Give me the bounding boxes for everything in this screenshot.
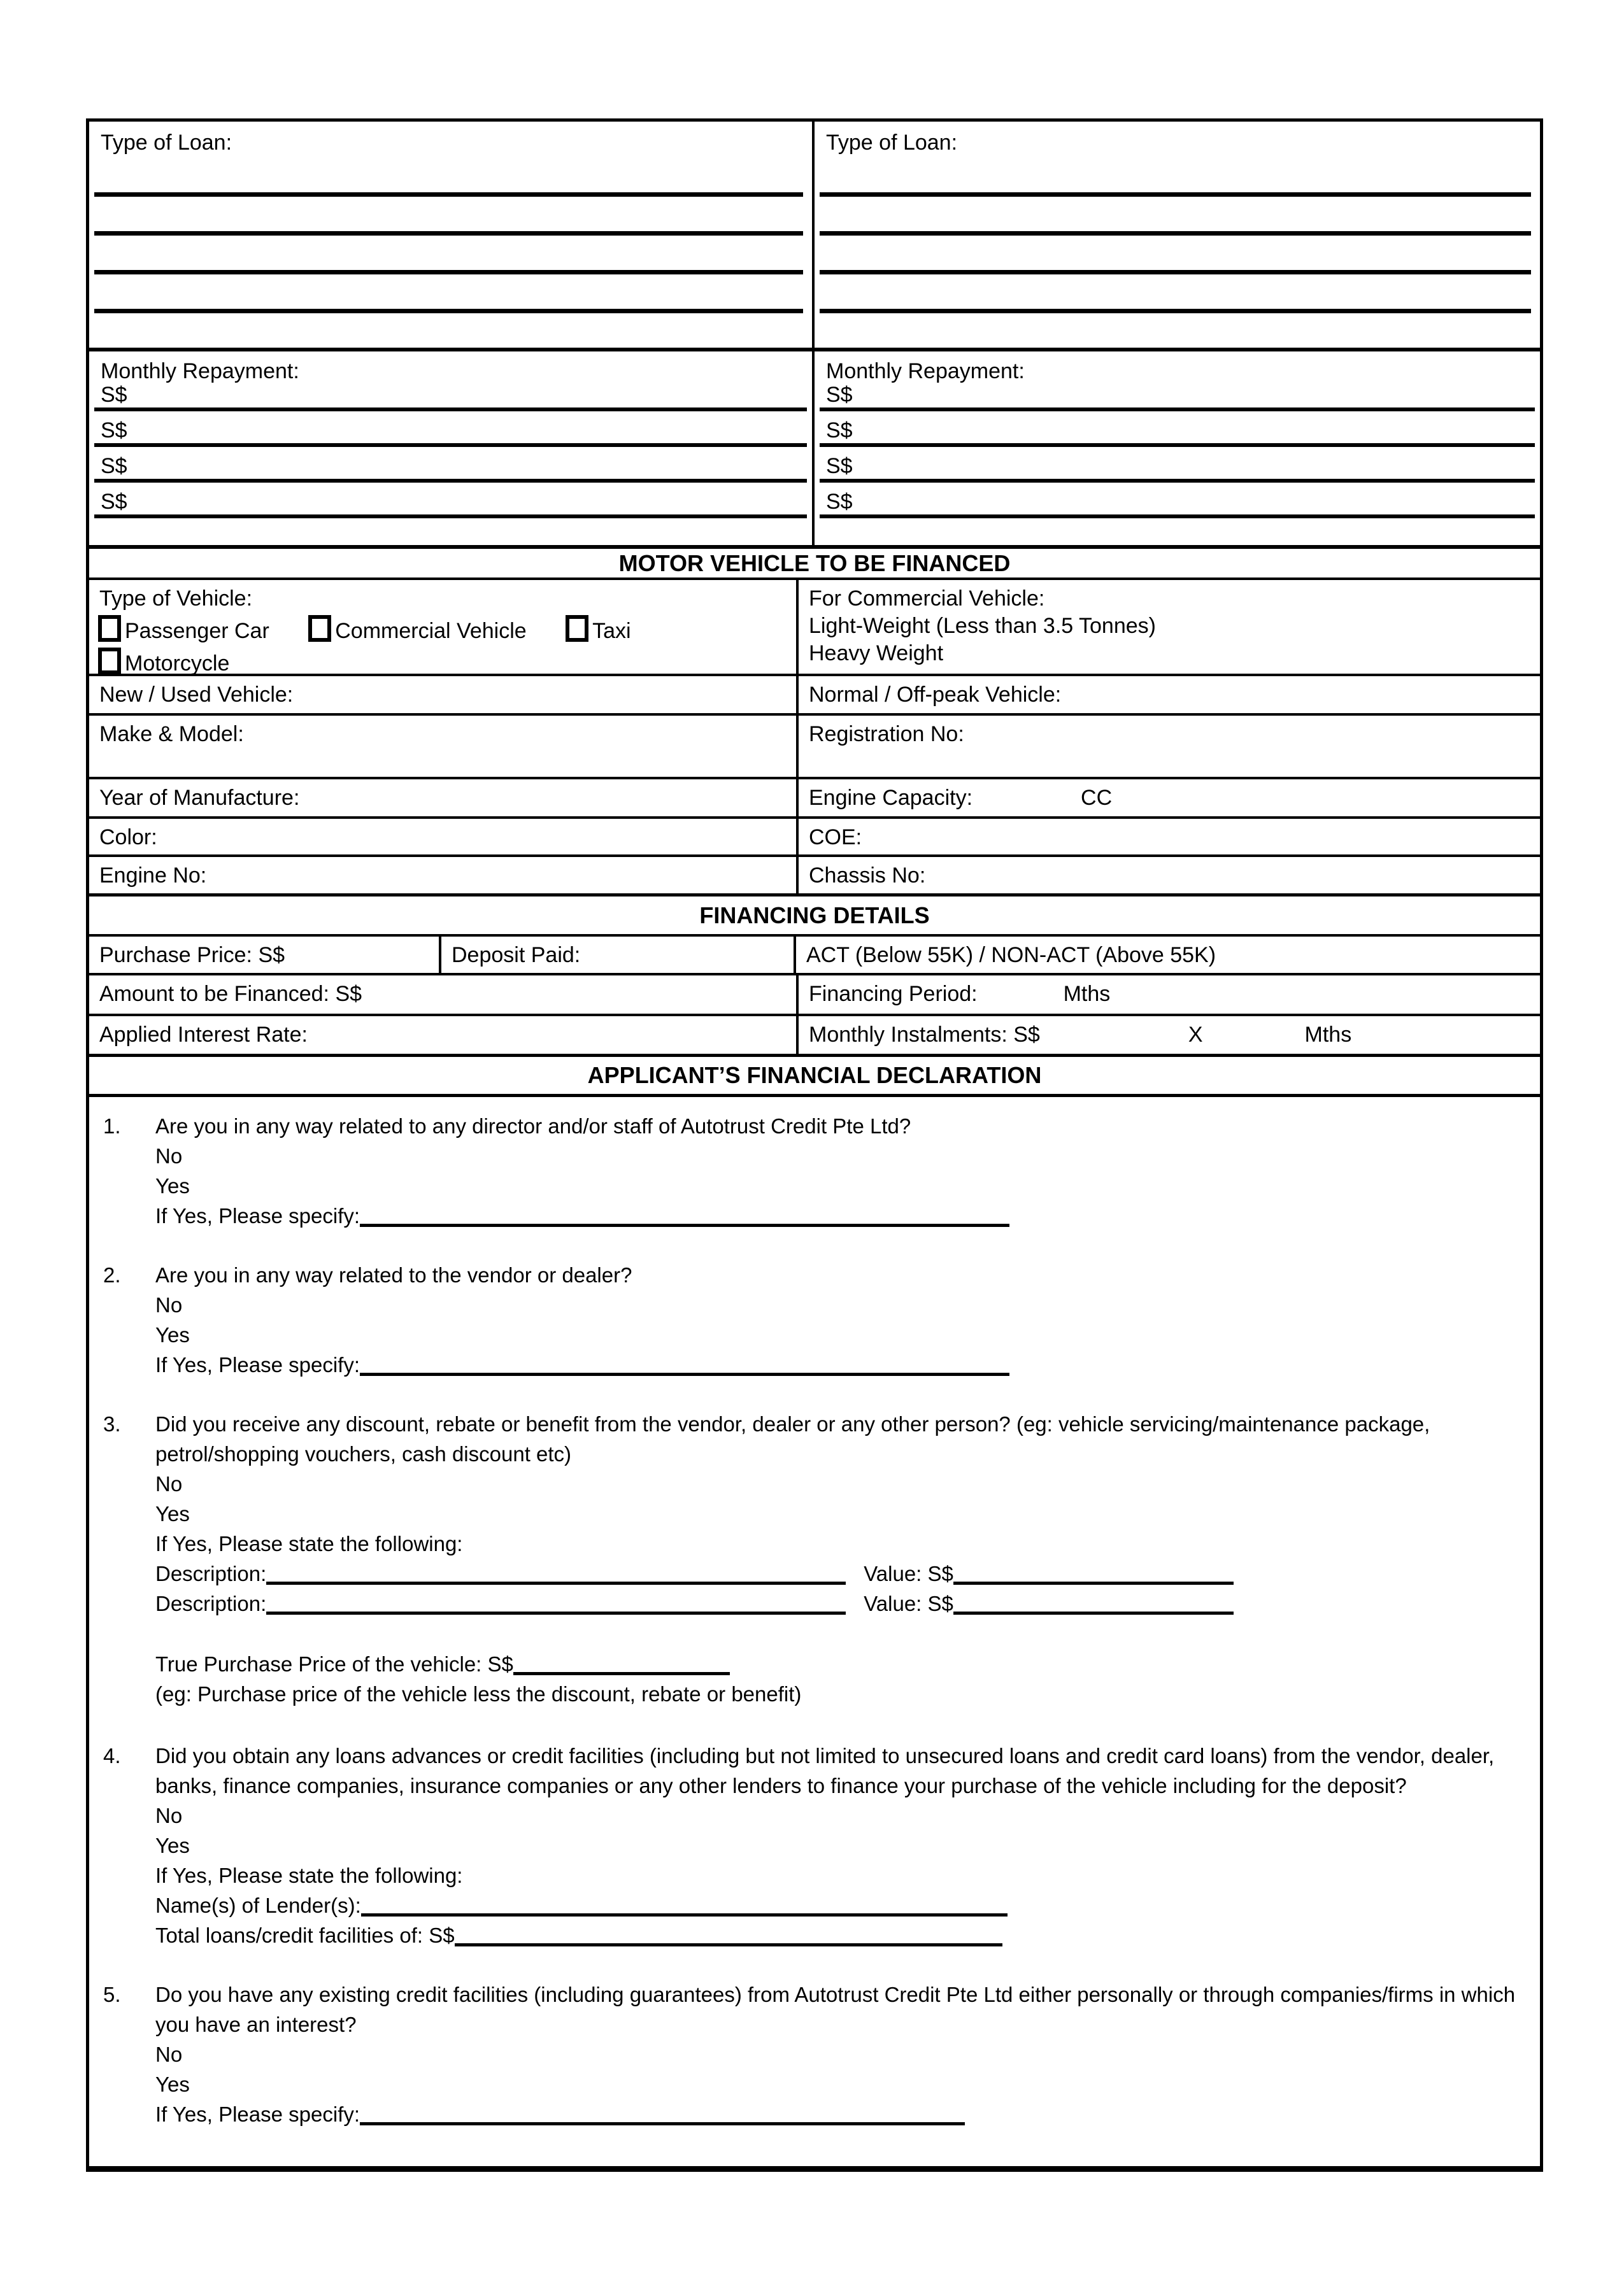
declaration-body bbox=[89, 1094, 1540, 2166]
monthly-repayment-cell-right bbox=[815, 351, 1540, 545]
purchase-price-label: Purchase Price: S$ bbox=[99, 943, 285, 967]
repayment-amount-line[interactable] bbox=[94, 447, 807, 483]
vehicle-checkbox-line-2 bbox=[89, 644, 796, 676]
engine-capacity-label: Engine Capacity: bbox=[809, 786, 973, 810]
total-line[interactable] bbox=[455, 1924, 1002, 1946]
repayment-amount-line[interactable] bbox=[820, 383, 1535, 411]
engine-no-label: Engine No: bbox=[99, 863, 207, 888]
question-3 bbox=[103, 1409, 1540, 1709]
question-number: 5. bbox=[103, 1983, 121, 2006]
checkbox-commercial-vehicle[interactable] bbox=[308, 615, 331, 642]
color-coe-row bbox=[89, 816, 1540, 854]
currency-prefix: S$ bbox=[826, 383, 853, 407]
lenders-row bbox=[155, 1890, 1518, 1920]
specify-row bbox=[155, 1350, 1518, 1380]
type-of-vehicle-label: Type of Vehicle: bbox=[99, 586, 253, 611]
description-line[interactable] bbox=[266, 1592, 846, 1615]
registration-no-label: Registration No: bbox=[809, 722, 964, 746]
description-label: Description: bbox=[155, 1592, 267, 1615]
repayment-amount-line[interactable] bbox=[94, 383, 807, 411]
type-of-loan-cell-left bbox=[89, 122, 815, 348]
specify-label: If Yes, Please specify: bbox=[155, 2102, 360, 2126]
loan-fill-line[interactable] bbox=[94, 231, 803, 236]
vehicle-section-title: MOTOR VEHICLE TO BE FINANCED bbox=[89, 545, 1540, 578]
option-yes[interactable]: Yes bbox=[155, 2073, 190, 2096]
lenders-label: Name(s) of Lender(s): bbox=[155, 1894, 361, 1917]
amount-financed-label: Amount to be Financed: S$ bbox=[99, 982, 362, 1006]
loan-fill-line[interactable] bbox=[94, 192, 803, 197]
loan-fill-line[interactable] bbox=[94, 309, 803, 313]
currency-prefix: S$ bbox=[101, 454, 127, 478]
state-label: If Yes, Please state the following: bbox=[155, 1532, 463, 1555]
declaration-section-title: APPLICANT’S FINANCIAL DECLARATION bbox=[89, 1054, 1540, 1094]
option-no[interactable]: No bbox=[155, 1804, 183, 1827]
loan-fill-line[interactable] bbox=[820, 309, 1531, 313]
vehicle-checkbox-line-1 bbox=[89, 611, 796, 644]
question-text: Are you in any way related to the vendor or dealer? bbox=[155, 1263, 632, 1287]
specify-label: If Yes, Please specify: bbox=[155, 1353, 360, 1377]
repayment-amount-line[interactable] bbox=[820, 411, 1535, 447]
checkbox-passenger-car[interactable] bbox=[98, 615, 121, 642]
option-no[interactable]: No bbox=[155, 1144, 183, 1168]
interest-instalments-row bbox=[89, 1014, 1540, 1054]
type-of-loan-row bbox=[89, 122, 1540, 348]
value-label: Value: S$ bbox=[864, 1592, 953, 1615]
option-no[interactable]: No bbox=[155, 1293, 183, 1317]
engine-capacity-unit: CC bbox=[1081, 786, 1113, 810]
color-label: Color: bbox=[99, 825, 157, 849]
option-no[interactable]: No bbox=[155, 2043, 183, 2066]
question-number: 1. bbox=[103, 1114, 121, 1138]
specify-label: If Yes, Please specify: bbox=[155, 1204, 360, 1228]
description-label: Description: bbox=[155, 1562, 267, 1585]
lenders-line[interactable] bbox=[361, 1894, 1008, 1917]
type-of-loan-label: Type of Loan: bbox=[826, 131, 958, 155]
monthly-repayment-label: Monthly Repayment: bbox=[101, 359, 299, 383]
true-price-line[interactable] bbox=[513, 1653, 730, 1675]
currency-prefix: S$ bbox=[826, 490, 853, 514]
option-yes[interactable]: Yes bbox=[155, 1174, 190, 1198]
question-text: Did you receive any discount, rebate or benefit from the vendor, dealer or any other person? (eg: vehicle servicing/maintenance package, petrol/shopping vouchers, cash discount etc) bbox=[155, 1412, 1430, 1466]
repayment-amount-line[interactable] bbox=[94, 483, 807, 518]
checkbox-taxi[interactable] bbox=[566, 615, 588, 642]
eg-note: (eg: Purchase price of the vehicle less the discount, rebate or benefit) bbox=[155, 1682, 802, 1706]
loan-fill-line[interactable] bbox=[820, 270, 1531, 274]
specify-row bbox=[155, 1201, 1518, 1231]
option-yes[interactable]: Yes bbox=[155, 1323, 190, 1347]
currency-prefix: S$ bbox=[826, 454, 853, 478]
new-used-vehicle-label: New / Used Vehicle: bbox=[99, 683, 294, 707]
option-no[interactable]: No bbox=[155, 1472, 183, 1496]
make-model-row bbox=[89, 713, 1540, 777]
light-weight-label: Light-Weight (Less than 3.5 Tonnes) bbox=[809, 614, 1156, 638]
multiply-label: X bbox=[1188, 1023, 1203, 1047]
specify-line[interactable] bbox=[360, 2103, 965, 2125]
question-number: 3. bbox=[103, 1412, 121, 1436]
value-line[interactable] bbox=[953, 1563, 1234, 1585]
monthly-repayment-label: Monthly Repayment: bbox=[826, 359, 1025, 383]
applied-interest-label: Applied Interest Rate: bbox=[99, 1023, 308, 1047]
description-row bbox=[155, 1589, 1518, 1619]
true-price-row bbox=[155, 1649, 1518, 1679]
financing-period-label: Financing Period: bbox=[809, 982, 978, 1006]
specify-line[interactable] bbox=[360, 1354, 1009, 1376]
purchase-deposit-row bbox=[89, 934, 1540, 973]
checkbox-label-passenger-car: Passenger Car bbox=[125, 619, 269, 643]
question-text: Are you in any way related to any director and/or staff of Autotrust Credit Pte Ltd? bbox=[155, 1114, 911, 1138]
specify-row bbox=[155, 2099, 1518, 2129]
amount-period-row bbox=[89, 973, 1540, 1014]
value-label: Value: S$ bbox=[864, 1562, 953, 1585]
question-1 bbox=[103, 1111, 1540, 1231]
year-engine-row bbox=[89, 777, 1540, 816]
deposit-paid-label: Deposit Paid: bbox=[452, 943, 581, 967]
year-of-manufacture-label: Year of Manufacture: bbox=[99, 786, 300, 810]
question-number: 2. bbox=[103, 1263, 121, 1287]
currency-prefix: S$ bbox=[101, 418, 127, 443]
question-text: Did you obtain any loans advances or credit facilities (including but not limited to unsecured loans and credit card loans) from the vendor, dealer, banks, finance companies, insurance companies or any other lenders to finance your purchase of the vehicle including for the deposit? bbox=[155, 1744, 1495, 1797]
loan-fill-line[interactable] bbox=[820, 192, 1531, 197]
act-label: ACT (Below 55K) / NON-ACT (Above 55K) bbox=[806, 943, 1216, 967]
question-text: Do you have any existing credit facilities (including guarantees) from Autotrust Credit Pte Ltd either personally or through companies/firms in which you have an interest? bbox=[155, 1983, 1516, 2036]
monthly-repayment-row bbox=[89, 348, 1540, 545]
option-yes[interactable]: Yes bbox=[155, 1834, 190, 1857]
question-2 bbox=[103, 1260, 1540, 1380]
type-of-vehicle-cell bbox=[89, 580, 799, 674]
monthly-repayment-cell-left bbox=[89, 351, 815, 545]
checkbox-label-motorcycle: Motorcycle bbox=[125, 651, 230, 676]
checkbox-label-taxi: Taxi bbox=[592, 619, 631, 643]
coe-label: COE: bbox=[809, 825, 862, 849]
question-number: 4. bbox=[103, 1744, 121, 1768]
loan-fill-line[interactable] bbox=[820, 231, 1531, 236]
state-label: If Yes, Please state the following: bbox=[155, 1864, 463, 1887]
type-of-loan-label: Type of Loan: bbox=[101, 131, 232, 155]
total-label: Total loans/credit facilities of: S$ bbox=[155, 1924, 455, 1947]
total-row bbox=[155, 1920, 1518, 1950]
question-5 bbox=[103, 1980, 1540, 2129]
normal-offpeak-label: Normal / Off-peak Vehicle: bbox=[809, 683, 1062, 707]
specify-line[interactable] bbox=[360, 1205, 1009, 1227]
true-price-label: True Purchase Price of the vehicle: S$ bbox=[155, 1652, 513, 1676]
description-row bbox=[155, 1559, 1518, 1589]
commercial-vehicle-cell bbox=[799, 580, 1540, 674]
for-commercial-vehicle-label: For Commercial Vehicle: bbox=[809, 586, 1045, 611]
heavy-weight-label: Heavy Weight bbox=[809, 641, 944, 665]
type-of-vehicle-row bbox=[89, 578, 1540, 674]
monthly-instalments-label: Monthly Instalments: S$ bbox=[809, 1023, 1040, 1047]
financing-section-title: FINANCING DETAILS bbox=[89, 893, 1540, 934]
question-4 bbox=[103, 1741, 1540, 1950]
loan-fill-line[interactable] bbox=[94, 270, 803, 274]
currency-prefix: S$ bbox=[101, 490, 127, 514]
currency-prefix: S$ bbox=[101, 383, 127, 407]
option-yes[interactable]: Yes bbox=[155, 1502, 190, 1526]
new-used-row bbox=[89, 674, 1540, 713]
checkbox-motorcycle[interactable] bbox=[98, 648, 121, 674]
engine-chassis-row bbox=[89, 854, 1540, 893]
checkbox-label-commercial-vehicle: Commercial Vehicle bbox=[335, 619, 527, 643]
currency-prefix: S$ bbox=[826, 418, 853, 443]
financing-period-unit: Mths bbox=[1063, 982, 1111, 1006]
repayment-amount-line[interactable] bbox=[94, 411, 807, 447]
repayment-amount-line[interactable] bbox=[820, 483, 1535, 518]
chassis-no-label: Chassis No: bbox=[809, 863, 926, 888]
months-unit: Mths bbox=[1304, 1023, 1352, 1047]
loan-application-form bbox=[86, 118, 1543, 2172]
make-model-label: Make & Model: bbox=[99, 722, 244, 746]
description-line[interactable] bbox=[266, 1563, 846, 1585]
type-of-loan-cell-right bbox=[815, 122, 1540, 348]
repayment-amount-line[interactable] bbox=[820, 447, 1535, 483]
value-line[interactable] bbox=[953, 1592, 1234, 1615]
